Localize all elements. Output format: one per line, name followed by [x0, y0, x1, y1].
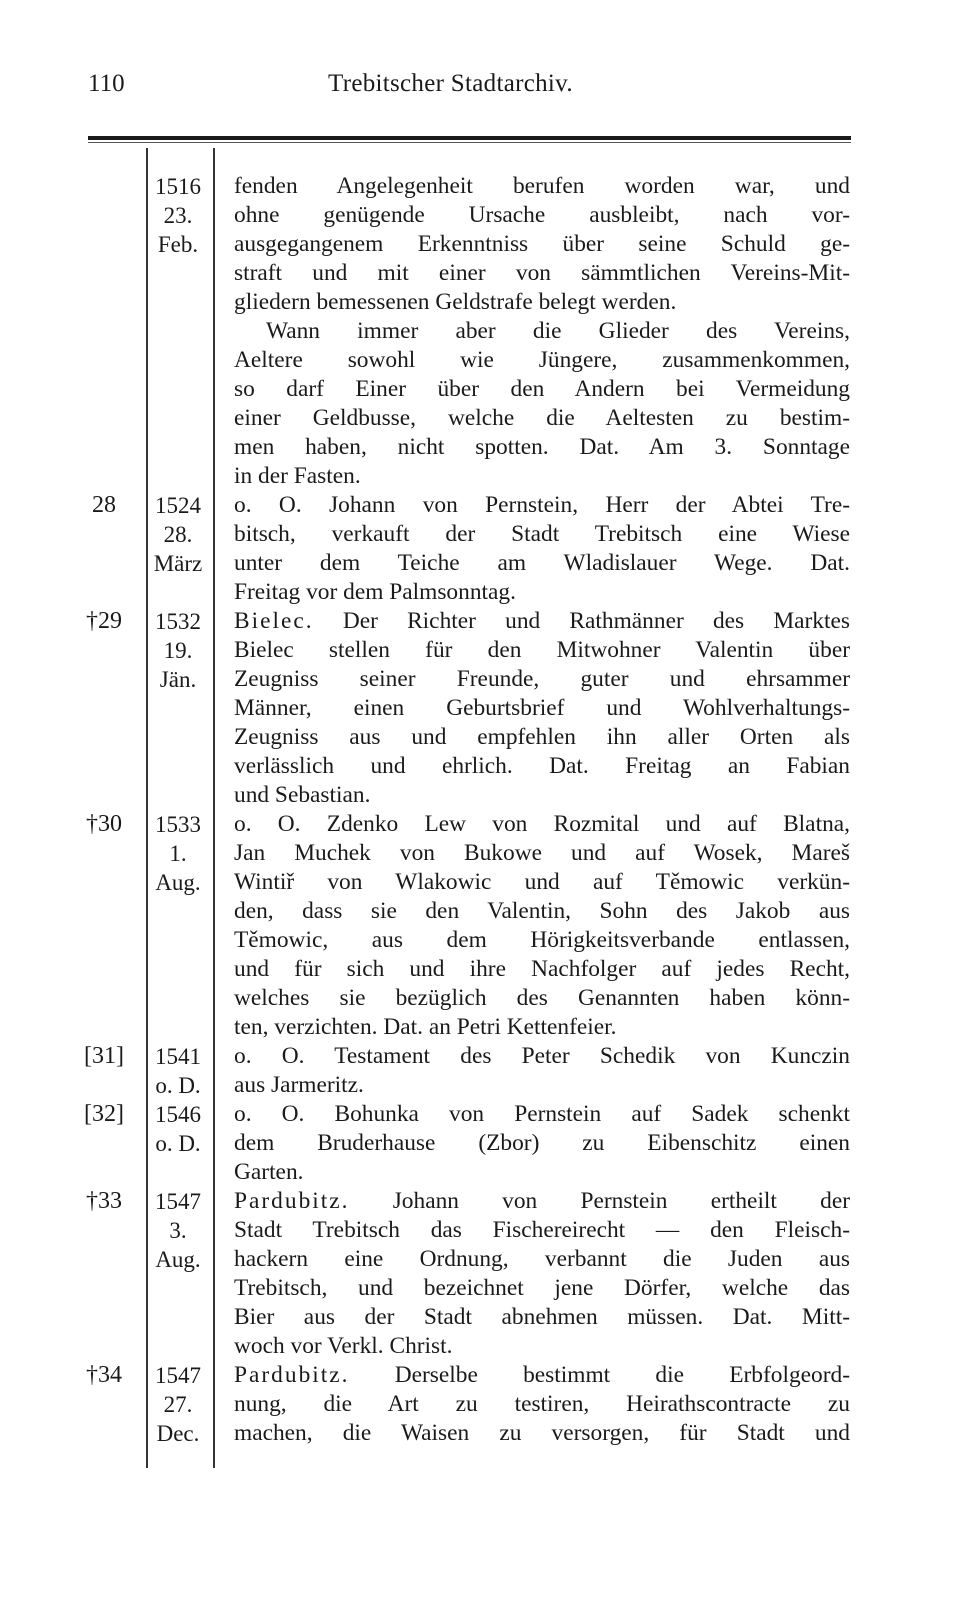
entry-text-line: hackern eine Ordnung, verbannt die Juden aus [234, 1246, 850, 1272]
entry-text-line: einer Geldbusse, welche die Aeltesten zu bestim- [234, 405, 850, 431]
entry-text-line: Pardubitz. Johann von Pernstein ertheilt der [234, 1188, 850, 1214]
entry-text [234, 1187, 850, 1361]
entry-number: [32] [84, 1101, 124, 1127]
running-title: Trebitscher Stadtarchiv. [328, 70, 573, 97]
entry-text-line: Männer, einen Geburtsbrief und Wohlverhaltungs- [234, 695, 850, 721]
entry-text-line: Pardubitz. Derselbe bestimmt die Erbfolgeord- [234, 1362, 850, 1388]
entry-text-line: Těmowic, aus dem Hörigkeitsverbande entlassen, [234, 927, 850, 953]
entry-date [146, 810, 210, 897]
entry-text-line: Bielec. Der Richter und Rathmänner des Marktes [234, 608, 850, 634]
entry-text [234, 1042, 850, 1100]
entry-text [234, 491, 850, 607]
entry-text-line: Zeugniss seiner Freunde, guter und ehrsammer [234, 666, 850, 692]
entry-text [234, 607, 850, 810]
entry-text-line: dem Bruderhause (Zbor) zu Eibenschitz einen [234, 1130, 850, 1156]
entry-text-line: o. O. Zdenko Lew von Rozmital und auf Blatna, [234, 811, 850, 837]
entry-date-line: Jän. [159, 667, 197, 692]
entry-date-line: 1532 [155, 609, 201, 634]
entry-number: †30 [86, 811, 122, 837]
entry-number: [31] [84, 1043, 124, 1069]
entry-text-line: Zeugniss aus und empfehlen ihn aller Orten als [234, 724, 850, 750]
entry-date-line: 1541 [155, 1044, 201, 1069]
entry-number: †34 [86, 1362, 122, 1388]
entry-date-line: März [153, 551, 203, 576]
entry-text-line: den, dass sie den Valentin, Sohn des Jakob aus [234, 898, 850, 924]
entry-text-line: so darf Einer über den Andern bei Vermeidung [234, 376, 850, 402]
entry-text-line: gliedern bemessenen Geldstrafe belegt werden. [234, 289, 677, 315]
entry-text-line: in der Fasten. [234, 463, 361, 489]
entry-date-line: 1546 [155, 1102, 201, 1127]
entry-text-line: Garten. [234, 1159, 304, 1185]
entry-date-line: 1. [169, 841, 187, 866]
entry-date-line: o. D. [155, 1131, 201, 1156]
entry-date-line: 27. [163, 1392, 193, 1417]
entry-number: †29 [86, 608, 122, 634]
entry-number: †33 [86, 1188, 122, 1214]
entry-date-line: 1516 [155, 174, 201, 199]
entry-text-line: Bier aus der Stadt abnehmen müssen. Dat. Mitt- [234, 1304, 850, 1330]
entry-date-line: 1533 [155, 812, 201, 837]
entry-text-line: woch vor Verkl. Christ. [234, 1333, 453, 1359]
entry-text [234, 810, 850, 1042]
entry-text-line: straft und mit einer von sämmtlichen Vereins-Mit- [234, 260, 850, 286]
entry-place: Bielec. [234, 608, 314, 634]
entry-text-line: ohne genügende Ursache ausbleibt, nach vor- [234, 202, 850, 228]
entry-date-line: 1524 [155, 493, 201, 518]
entry-text-line: o. O. Bohunka von Pernstein auf Sadek schenkt [234, 1101, 850, 1127]
entry-text-line: verlässlich und ehrlich. Dat. Freitag an Fabian [234, 753, 850, 779]
entry-date [146, 607, 210, 694]
entry-text-line: Freitag vor dem Palmsonntag. [234, 579, 516, 605]
entry-text [234, 172, 850, 491]
entry-text-line: ausgegangenem Erkenntniss über seine Schuld ge- [234, 231, 850, 257]
entry-date-line: 28. [163, 522, 193, 547]
column-divider-right [213, 148, 215, 1468]
entry-text-line: fenden Angelegenheit berufen worden war, und [234, 173, 850, 199]
entry-text [234, 1100, 850, 1187]
entry-text-line: Wintiř von Wlakowic und auf Těmowic verkün- [234, 869, 850, 895]
entry-text [234, 1361, 850, 1448]
entry-date [146, 172, 210, 259]
entry-date-line: 23. [163, 203, 193, 228]
entry-text-line: Wann immer aber die Glieder des Vereins, [266, 318, 850, 344]
entry-place: Pardubitz. [234, 1362, 350, 1388]
page-number: 110 [88, 70, 125, 97]
entry-text-line: aus Jarmeritz. [234, 1072, 364, 1098]
entry-number: 28 [92, 492, 116, 518]
header-rule [88, 136, 851, 140]
entry-text-line: und Sebastian. [234, 782, 371, 808]
entry-text-line: Aeltere sowohl wie Jüngere, zusammenkommen, [234, 347, 850, 373]
entry-text-line: ten, verzichten. Dat. an Petri Kettenfeier. [234, 1014, 617, 1040]
entry-date-line: 1547 [155, 1363, 201, 1388]
entry-text-line: Jan Muchek von Bukowe und auf Wosek, Mareš [234, 840, 850, 866]
entry-date-line: Aug. [155, 1247, 201, 1272]
entry-text-line: und für sich und ihre Nachfolger auf jedes Recht, [234, 956, 850, 982]
entry-text-line: bitsch, verkauft der Stadt Trebitsch eine Wiese [234, 521, 850, 547]
entry-date-line: o. D. [155, 1073, 201, 1098]
entry-date-line: 19. [163, 638, 193, 663]
entry-text-line: nung, die Art zu testiren, Heirathscontracte zu [234, 1391, 850, 1417]
entry-date-line: 3. [169, 1218, 187, 1243]
entry-text-line: Bielec stellen für den Mitwohner Valentin über [234, 637, 850, 663]
entry-text-line: men haben, nicht spotten. Dat. Am 3. Sonntage [234, 434, 850, 460]
entry-date-line: Feb. [157, 232, 199, 257]
entry-text-line: o. O. Johann von Pernstein, Herr der Abtei Tre- [234, 492, 850, 518]
entry-date [146, 1042, 210, 1100]
entry-date [146, 1100, 210, 1158]
entry-date-line: 1547 [155, 1189, 201, 1214]
entry-text-line: unter dem Teiche am Wladislauer Wege. Dat. [234, 550, 850, 576]
entry-date [146, 1187, 210, 1274]
entry-text-line: machen, die Waisen zu versorgen, für Stadt und [234, 1420, 850, 1446]
entry-text-line: o. O. Testament des Peter Schedik von Kunczin [234, 1043, 850, 1069]
entry-date-line: Dec. [156, 1421, 200, 1446]
entry-text-line: Trebitsch, und bezeichnet jene Dörfer, welche das [234, 1275, 850, 1301]
entry-date-line: Aug. [155, 870, 201, 895]
entry-text-line: welches sie bezüglich des Genannten haben könn- [234, 985, 850, 1011]
entry-date [146, 1361, 210, 1448]
header-rule-thin [88, 142, 851, 143]
entry-text-line: Stadt Trebitsch das Fischereirecht — den Fleisch- [234, 1217, 850, 1243]
entry-date [146, 491, 210, 578]
entry-place: Pardubitz. [234, 1188, 350, 1214]
